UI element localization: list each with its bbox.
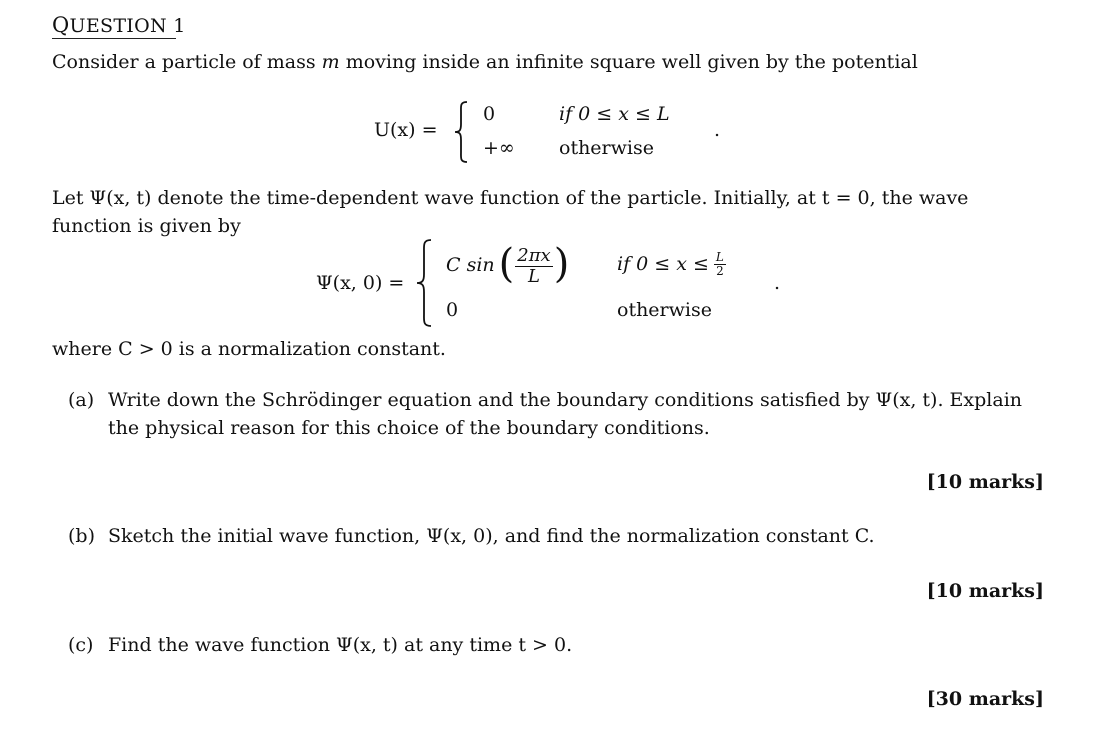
- initial-end-punct: .: [774, 272, 781, 294]
- let-line-2: function is given by: [52, 215, 241, 237]
- potential-end-punct: .: [714, 119, 721, 141]
- initial-lhs: Ψ(x, 0) =: [316, 272, 405, 294]
- intro-text-after: moving inside an infinite square well given by the potential: [345, 51, 918, 73]
- left-paren: (: [498, 241, 515, 287]
- initial-case2-value: 0: [446, 299, 459, 321]
- heading-underline: [52, 38, 176, 39]
- initial-case1-condition: if 0 ≤ x ≤: [617, 253, 709, 275]
- question-heading: [52, 10, 186, 41]
- initial-case1-condition-wrap: [617, 251, 726, 279]
- initial-brace: [414, 238, 434, 328]
- part-a-label: (a): [68, 389, 95, 411]
- where-line: where C > 0 is a normalization constant.: [52, 338, 446, 360]
- initial-case1-expression: [446, 242, 569, 290]
- initial-case1-prefix: C sin: [446, 254, 495, 277]
- initial-case2-condition: otherwise: [617, 299, 712, 321]
- part-b-line-1: Sketch the initial wave function, Ψ(x, 0), and find the normalization constant C.: [108, 525, 875, 547]
- potential-case2-condition: otherwise: [559, 137, 654, 159]
- potential-lhs: U(x) =: [374, 119, 438, 141]
- let-line-1: Let Ψ(x, t) denote the time-dependent wave function of the particle. Initially, at t = 0, the wave: [52, 187, 969, 209]
- part-a-marks: [10 marks]: [926, 471, 1044, 493]
- part-c-line-1: Find the wave function Ψ(x, t) at any time t > 0.: [108, 634, 573, 656]
- initial-frac-den: L: [528, 265, 540, 287]
- cond-frac-den: 2: [716, 264, 724, 279]
- initial-frac-num: 2πx: [517, 244, 551, 266]
- part-c-label: (c): [68, 634, 94, 656]
- heading-number: 1: [173, 15, 186, 37]
- part-b-label: (b): [68, 525, 95, 547]
- potential-brace: [452, 100, 470, 164]
- intro-text-before: Consider a particle of mass: [52, 51, 316, 73]
- part-b-marks: [10 marks]: [926, 580, 1044, 602]
- cond-frac-num: L: [715, 250, 724, 265]
- right-paren: ): [553, 241, 570, 287]
- heading-rest: UESTION: [69, 15, 167, 37]
- part-c-marks: [30 marks]: [926, 688, 1044, 710]
- heading-first-letter: Q: [52, 13, 70, 37]
- initial-frac: [515, 246, 552, 287]
- cond-frac: [714, 251, 726, 278]
- mass-symbol: m: [321, 51, 340, 73]
- potential-case1-value: 0: [483, 103, 496, 125]
- part-a-line-1: Write down the Schrödinger equation and the boundary conditions satisfied by Ψ(x, t). Explain: [108, 389, 1023, 411]
- intro-paragraph: [52, 49, 918, 77]
- part-a-line-2: the physical reason for this choice of the boundary conditions.: [108, 417, 710, 439]
- potential-case2-value: +∞: [483, 137, 515, 159]
- potential-case1-condition: if 0 ≤ x ≤ L: [559, 103, 670, 125]
